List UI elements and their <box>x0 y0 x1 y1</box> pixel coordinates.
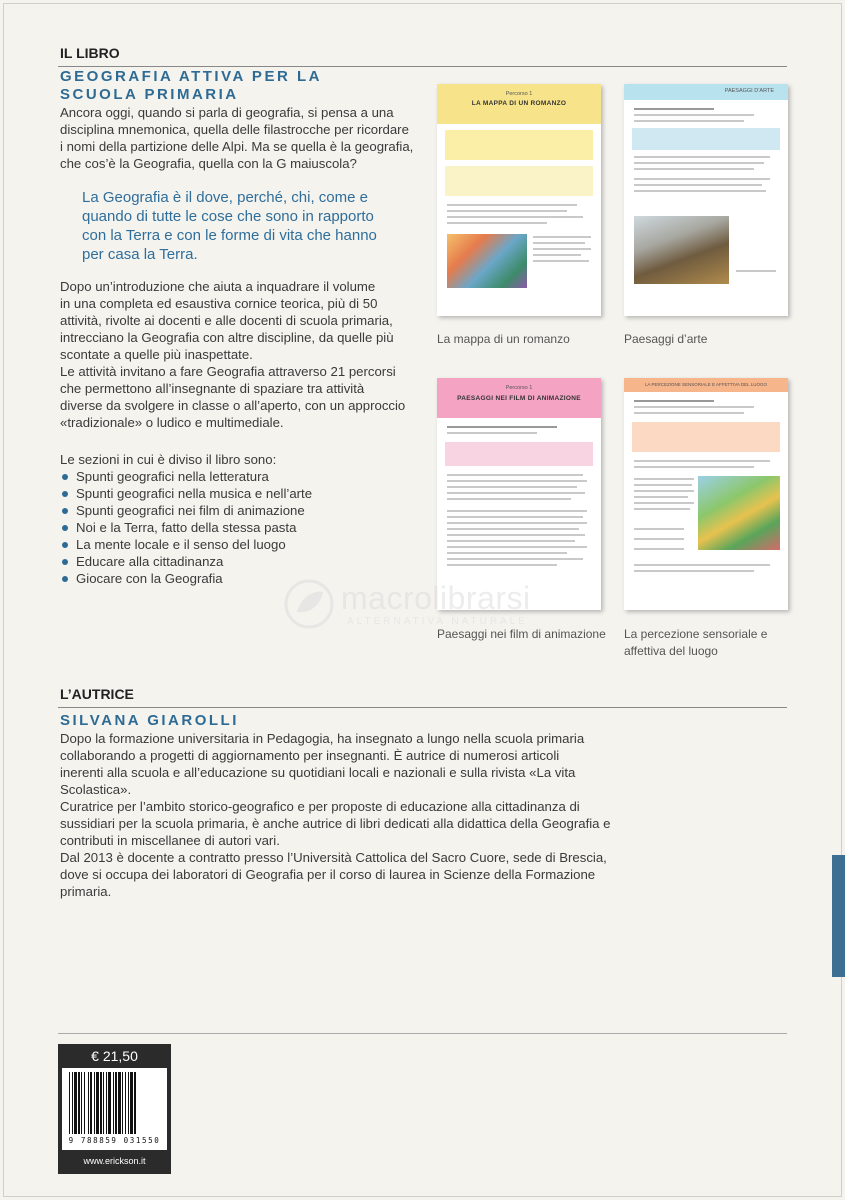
text-line <box>447 540 575 542</box>
definition-quote <box>82 188 402 264</box>
text-line <box>634 570 754 572</box>
barcode-bar <box>103 1072 104 1134</box>
text-line <box>634 528 684 530</box>
text-line <box>533 242 585 244</box>
watermark <box>283 572 603 642</box>
text-line <box>447 528 579 530</box>
preview-kicker: Percorso 1 <box>505 385 533 391</box>
body-line: Le attività invitano a fare Geografia attraverso 21 percorsi <box>60 364 396 379</box>
text-line <box>634 156 770 158</box>
text-line <box>447 426 557 428</box>
website-label: www.erickson.it <box>83 1156 146 1166</box>
price-label: € 21,50 <box>91 1048 138 1064</box>
text-line <box>533 236 591 238</box>
text-line <box>447 210 567 212</box>
barcode-bar <box>113 1072 114 1134</box>
preview-caption: Paesaggi d’arte <box>624 332 708 346</box>
text-line <box>634 496 688 498</box>
barcode <box>62 1068 167 1150</box>
barcode-bar <box>69 1072 70 1134</box>
text-line <box>447 558 583 560</box>
body-line: «tradizionale» o ludico e multimediale. <box>60 415 284 430</box>
bio-line: inerenti alla scuola e all’educazione su quotidiani locali e nazionali e sulla rivista «La vita <box>60 765 576 780</box>
text-line <box>634 190 766 192</box>
text-line <box>447 486 577 488</box>
text-line <box>736 270 776 272</box>
list-item: Noi e la Terra, fatto della stessa pasta <box>60 519 312 536</box>
text-line <box>634 120 744 122</box>
barcode-bar <box>96 1072 99 1134</box>
book-title-line-1: GEOGRAFIA ATTIVA PER LA <box>60 68 322 85</box>
watermark-tagline: ALTERNATIVA NATURALE <box>347 616 528 627</box>
text-line <box>634 460 770 462</box>
text-line <box>447 534 585 536</box>
preview-title: LA MAPPA DI UN ROMANZO <box>471 100 567 107</box>
text-line <box>447 216 583 218</box>
quote-line: quando di tutte le cose che sono in rapporto <box>82 208 374 225</box>
preview-illustration <box>447 234 527 288</box>
text-line <box>447 510 587 512</box>
preview-caption <box>624 626 767 660</box>
preview-materials-box <box>445 442 593 466</box>
preview-page-2 <box>624 84 788 316</box>
list-item: Spunti geografici nella musica e nell’arte <box>60 485 312 502</box>
body-line: scontate a quelle più inaspettate. <box>60 347 253 362</box>
text-line <box>447 480 587 482</box>
barcode-bar <box>84 1072 85 1134</box>
text-line <box>634 484 692 486</box>
text-line <box>634 502 694 504</box>
bio-line: dove si occupa dei laboratori di Geografia per il corso di laurea in Scienze della Formazione <box>60 867 596 882</box>
barcode-bar <box>130 1072 133 1134</box>
barcode-bar <box>81 1072 82 1134</box>
text-line <box>447 474 583 476</box>
sections-intro: Le sezioni in cui è diviso il libro sono: <box>60 452 277 467</box>
text-line <box>447 492 585 494</box>
barcode-bar <box>118 1072 121 1134</box>
intro-line: i nomi della partizione delle Alpi. Ma se quella è la geografia, <box>60 139 414 154</box>
description-paragraph <box>60 278 405 431</box>
leaf-logo-icon <box>283 578 335 630</box>
sections-list <box>60 468 312 587</box>
barcode-bar <box>88 1072 89 1134</box>
text-line <box>634 564 770 566</box>
list-item: Educare alla cittadinanza <box>60 553 312 570</box>
text-line <box>447 516 583 518</box>
intro-line: disciplina mnemonica, quella delle filastrocche per ricordare <box>60 122 409 137</box>
text-line <box>634 490 694 492</box>
text-line <box>634 168 754 170</box>
body-line: Dopo un’introduzione che aiuta a inquadrare il volume <box>60 279 376 294</box>
barcode-bar <box>74 1072 77 1134</box>
text-line <box>634 400 714 402</box>
bio-line: Curatrice per l’ambito storico-geografico e per proposte di educazione alla cittadinanza di <box>60 799 580 814</box>
text-line <box>634 108 714 110</box>
barcode-bar <box>122 1072 123 1134</box>
text-line <box>447 432 537 434</box>
barcode-bar <box>128 1072 129 1134</box>
section-title-autrice: L’AUTRICE <box>60 686 134 702</box>
barcode-bar <box>72 1072 73 1134</box>
author-bio <box>60 730 620 900</box>
text-line <box>447 552 567 554</box>
text-line <box>634 466 754 468</box>
bio-line: Dopo la formazione universitaria in Pedagogia, ha insegnato a lungo nella scuola primaria <box>60 731 585 746</box>
preview-materials-box <box>632 128 780 150</box>
barcode-bar <box>78 1072 80 1134</box>
preview-page-4 <box>624 378 788 610</box>
list-item: Spunti geografici nella letteratura <box>60 468 312 485</box>
preview-caption: La mappa di un romanzo <box>437 332 570 346</box>
intro-line: Ancora oggi, quando si parla di geografia, si pensa a una <box>60 105 394 120</box>
preview-title: PAESAGGI NEI FILM DI ANIMAZIONE <box>457 395 581 402</box>
bio-line: Dal 2013 è docente a contratto presso l’Università Cattolica del Sacro Cuore, sede di Brescia, <box>60 850 607 865</box>
bio-line: collaborando a progetti di aggiornamento per insegnanti. È autrice di numerosi articoli <box>60 748 560 763</box>
text-line <box>634 508 690 510</box>
text-line <box>634 478 694 480</box>
barcode-bar <box>108 1072 111 1134</box>
intro-line: che cos’è la Geografia, quella con la G maiuscola? <box>60 156 357 171</box>
preview-painting <box>634 216 729 284</box>
isbn-number: 9 788859 031550 <box>68 1136 161 1145</box>
preview-title: PAESAGGI D’ARTE <box>724 88 774 94</box>
list-item: Spunti geografici nei film di animazione <box>60 502 312 519</box>
body-line: attività, rivolte ai docenti e alle docenti di scuola primaria, <box>60 313 393 328</box>
text-line <box>634 406 754 408</box>
quote-line: con la Terra e con le forme di vita che hanno <box>82 227 377 244</box>
text-line <box>447 546 587 548</box>
book-title <box>60 68 322 104</box>
section-rule-autrice <box>58 707 787 708</box>
barcode-bar <box>125 1072 126 1134</box>
barcode-bar <box>94 1072 95 1134</box>
body-line: che permettono all’insegnante di spaziare tra attività <box>60 381 365 396</box>
preview-caption: Paesaggi nei film di animazione <box>437 627 606 641</box>
barcode-bar <box>100 1072 102 1134</box>
body-line: diverse da svolgere in classe o all’aperto, con un approccio <box>60 398 406 413</box>
preview-materials-box <box>445 166 593 196</box>
list-item: Giocare con la Geografia <box>60 570 312 587</box>
body-line: in una completa ed esaustiva cornice teorica, più di 50 <box>60 296 378 311</box>
text-line <box>533 260 589 262</box>
preview-activity-box <box>445 130 593 160</box>
barcode-bar <box>90 1072 92 1134</box>
text-line <box>634 178 770 180</box>
list-item: La mente locale e il senso del luogo <box>60 536 312 553</box>
text-line <box>634 412 744 414</box>
intro-paragraph <box>60 104 413 172</box>
text-line <box>634 538 684 540</box>
text-line <box>447 498 571 500</box>
author-name: SILVANA GIAROLLI <box>60 712 239 729</box>
text-line <box>533 254 581 256</box>
bio-line: contributi in miscellanee di autori vari. <box>60 833 280 848</box>
text-line <box>634 548 684 550</box>
text-line <box>447 564 557 566</box>
section-rule-libro <box>58 66 787 67</box>
book-title-line-2: SCUOLA PRIMARIA <box>60 86 239 103</box>
price-barcode-box <box>58 1044 171 1174</box>
barcode-icon <box>67 1072 162 1134</box>
body-line: intrecciano la Geografia con altre discipline, da quelle più <box>60 330 394 345</box>
text-line <box>634 114 754 116</box>
bio-line: sussidiari per la scuola primaria, è anche autrice di libri dedicati alla didattica della Geografia e <box>60 816 611 831</box>
quote-line: La Geografia è il dove, perché, chi, come e <box>82 189 368 206</box>
barcode-bar <box>106 1072 107 1134</box>
text-line <box>634 184 762 186</box>
section-title-libro: IL LIBRO <box>60 45 120 61</box>
watermark-name: macrolibrarsi <box>341 580 531 616</box>
barcode-bar <box>134 1072 136 1134</box>
bio-line: Scolastica». <box>60 782 132 797</box>
preview-title: LA PERCEZIONE SENSORIALE E AFFETTIVA DEL LUOGO <box>644 382 768 387</box>
bio-line: primaria. <box>60 884 112 899</box>
text-line <box>447 222 547 224</box>
preview-illustration <box>698 476 780 550</box>
side-color-tab <box>832 855 845 977</box>
text-line <box>447 522 587 524</box>
preview-kicker: Percorso 1 <box>505 91 533 97</box>
footer-rule <box>58 1033 787 1034</box>
text-line <box>634 162 764 164</box>
text-line <box>447 204 577 206</box>
text-line <box>533 248 591 250</box>
barcode-bar <box>115 1072 117 1134</box>
quote-line: per casa la Terra. <box>82 246 198 263</box>
preview-page-1 <box>437 84 601 316</box>
caption-line: affettiva del luogo <box>624 644 718 658</box>
caption-line: La percezione sensoriale e <box>624 627 768 641</box>
preview-materials-box <box>632 422 780 452</box>
